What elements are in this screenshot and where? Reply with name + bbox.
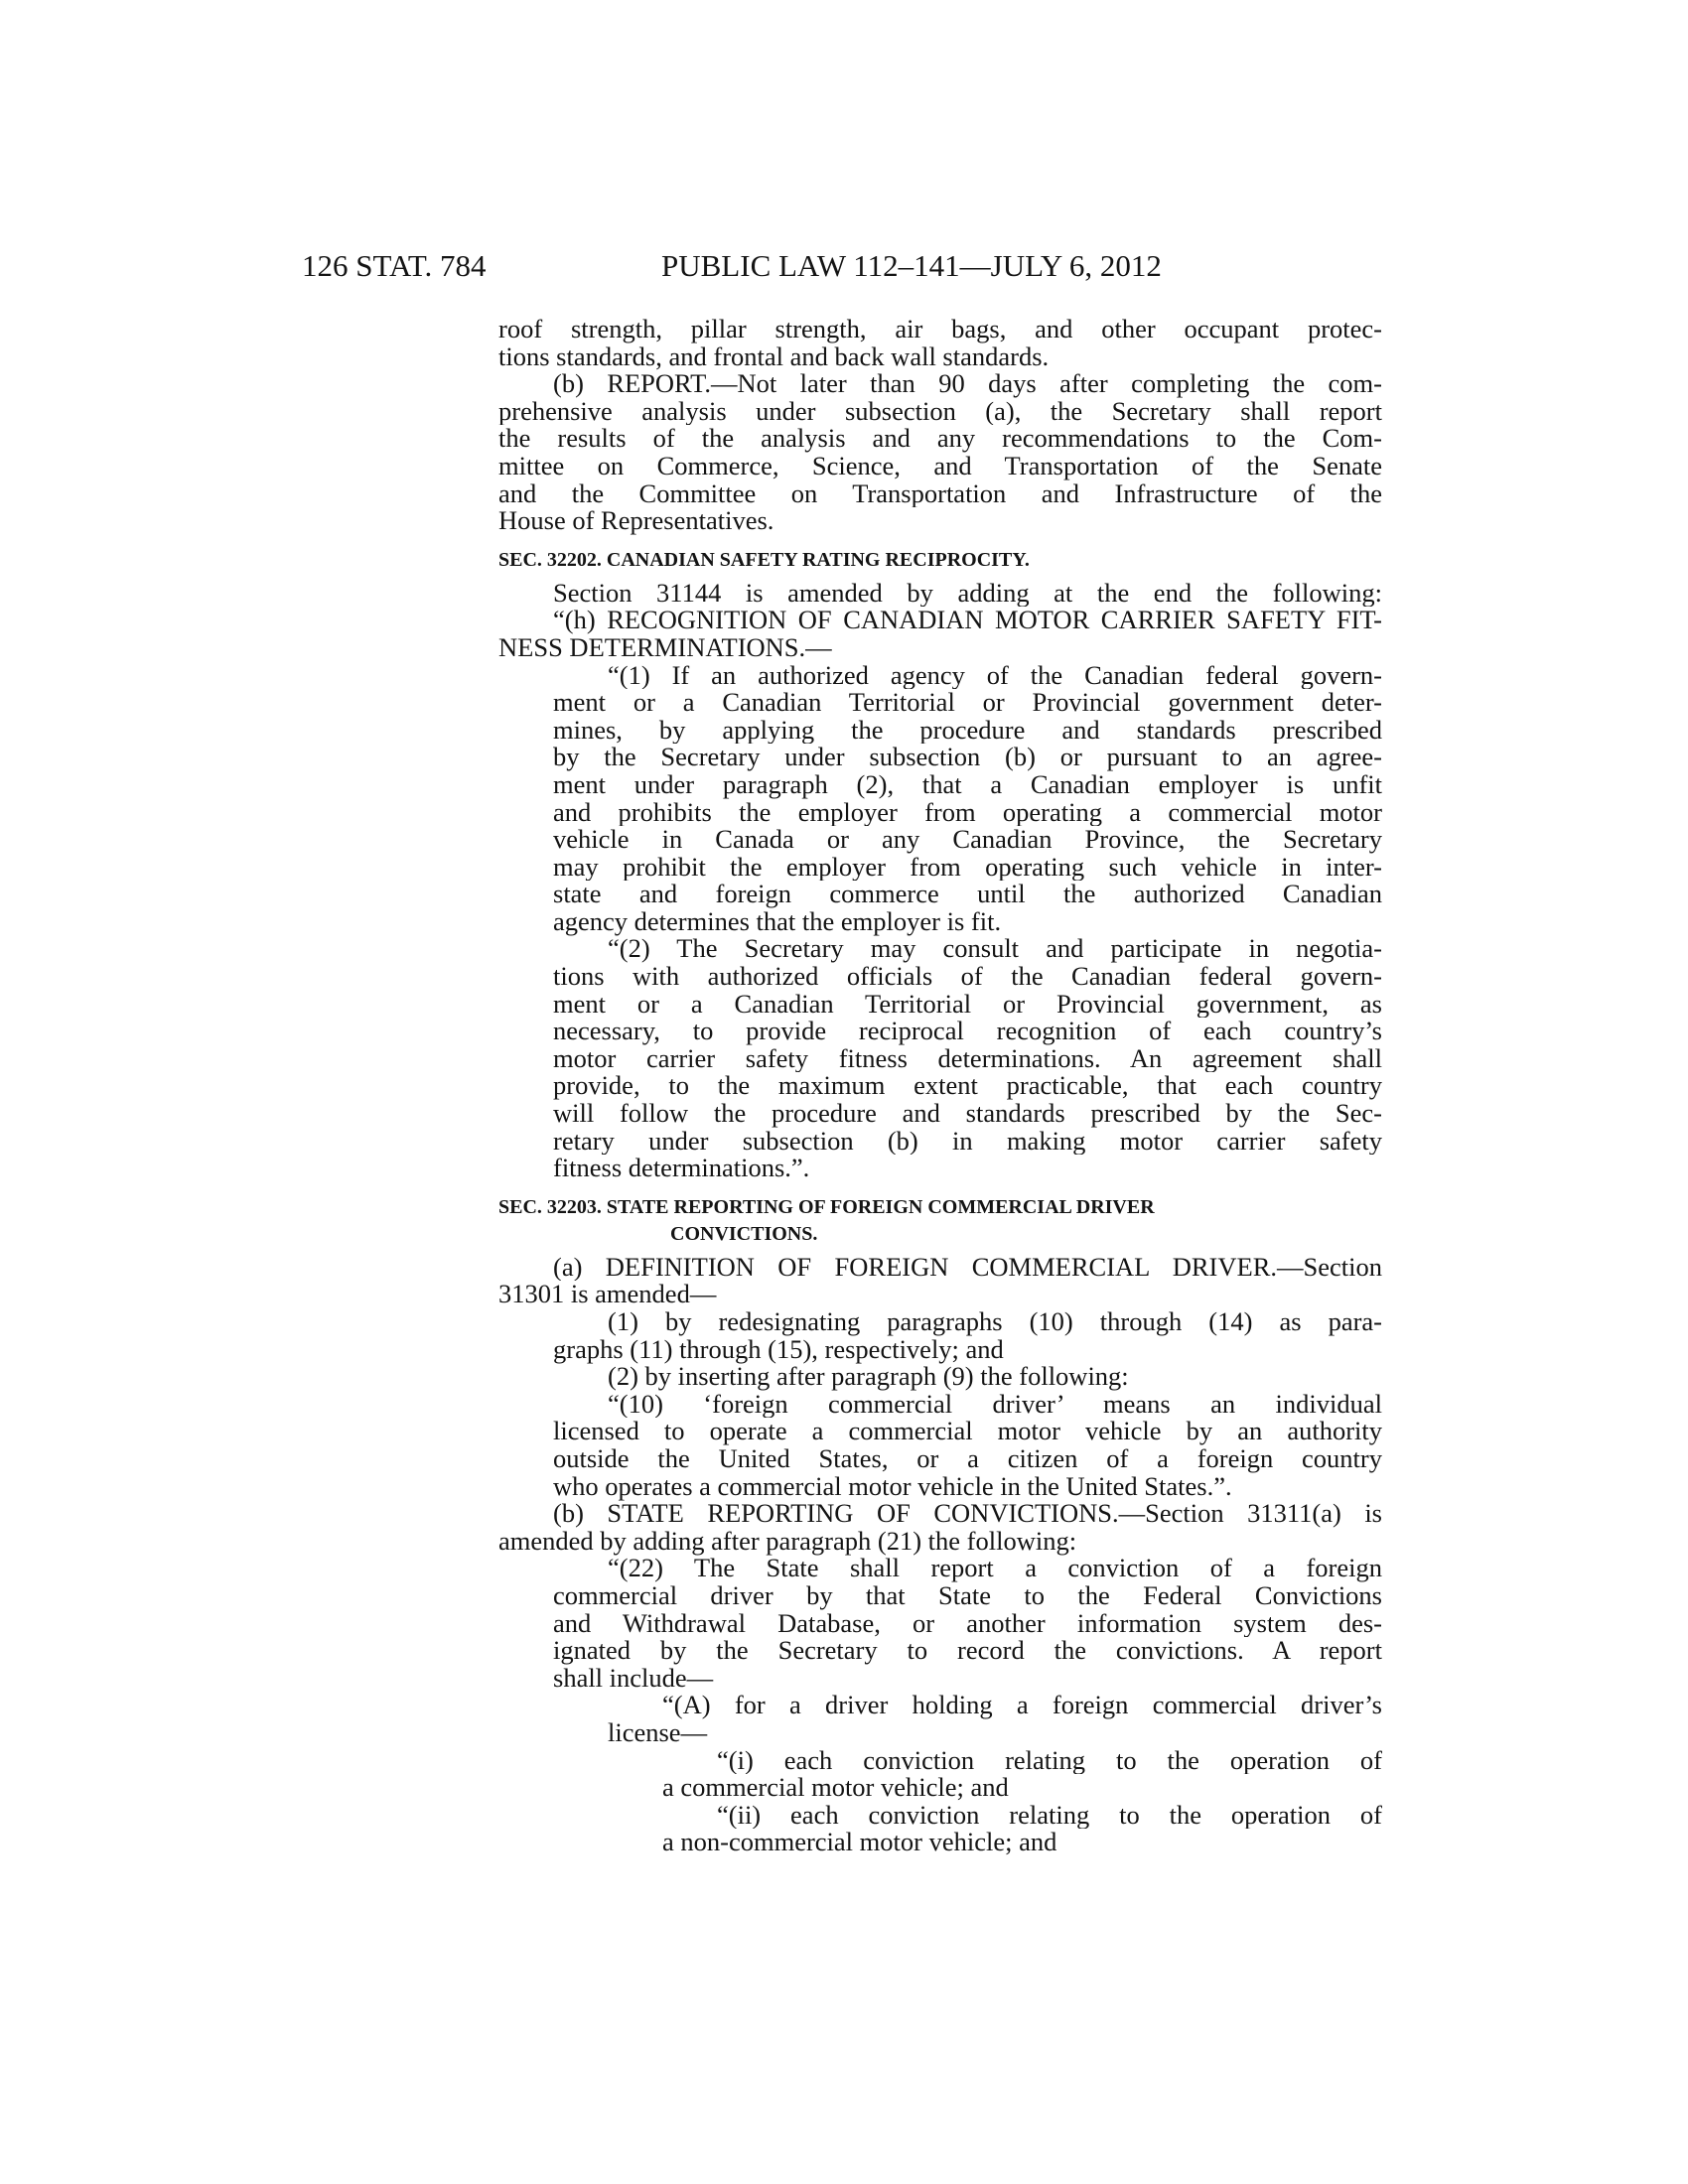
subsection-a-heading: (a) DEFINITION OF FOREIGN COMMERCIAL DRIVER.—Section	[553, 1253, 1382, 1282]
text-line: roof strength, pillar strength, air bags, and other occupant protec-	[498, 316, 1382, 343]
law-title: PUBLIC LAW 112–141—JULY 6, 2012	[661, 248, 1162, 283]
text-line: 31301 is amended—	[498, 1279, 717, 1309]
clause-ii: “(ii) each conviction relating to the operation of	[717, 1801, 1382, 1830]
text-line: retary under subsection (b) in making motor carrier safety	[553, 1127, 1382, 1156]
text-line: amended by adding after paragraph (21) the following:	[498, 1525, 1077, 1556]
page-folio: 126 STAT. 784	[302, 248, 487, 283]
text-line: and prohibits the employer from operating a commercial motor	[553, 798, 1382, 827]
text-line: fitness determinations.”.	[553, 1153, 810, 1183]
paragraph-22: “(22) The State shall report a conviction of a foreign	[608, 1555, 1382, 1582]
body-text	[498, 316, 1382, 1856]
text-line: House of Representatives.	[498, 505, 774, 536]
text-line: prehensive analysis under subsection (a), the Secretary shall report	[498, 397, 1382, 426]
text-line: ment under paragraph (2), that a Canadian employer is unfit	[553, 770, 1382, 799]
text-line: tions with authorized officials of the Canadian federal govern-	[553, 963, 1382, 991]
subsection-h-heading: “(h) RECOGNITION OF CANADIAN MOTOR CARRIER SAFETY FIT-	[553, 607, 1382, 634]
text-line: license—	[608, 1716, 708, 1747]
text-line: may prohibit the employer from operating such vehicle in inter-	[553, 853, 1382, 882]
subsection-b-heading: (b) STATE REPORTING OF CONVICTIONS.—Section 31311(a) is	[553, 1500, 1382, 1528]
paragraph-10: “(10) ‘foreign commercial driver’ means an individual	[608, 1390, 1382, 1419]
text-line: outside the United States, or a citizen of a foreign country	[553, 1444, 1382, 1473]
text-line: and Withdrawal Database, or another information system des-	[553, 1609, 1382, 1638]
text-line: ignated by the Secretary to record the convictions. A report	[553, 1637, 1382, 1665]
text-line: state and foreign commerce until the authorized Canadian	[553, 881, 1382, 908]
text-line: a commercial motor vehicle; and	[662, 1772, 1009, 1803]
paragraph-2: (2) by inserting after paragraph (9) the following:	[608, 1361, 1129, 1392]
text-line: tions standards, and frontal and back wall standards.	[498, 341, 1050, 371]
text-line: mittee on Commerce, Science, and Transportation of the Senate	[498, 452, 1382, 480]
running-head	[302, 246, 1384, 286]
text-line: and the Committee on Transportation and Infrastructure of the	[498, 479, 1382, 508]
text-line: provide, to the maximum extent practicable, that each country	[553, 1072, 1382, 1101]
section-heading-32203: SEC. 32203. STATE REPORTING OF FOREIGN COMMERCIAL DRIVER	[498, 1195, 1155, 1218]
text-line: graphs (11) through (15), respectively; and	[553, 1333, 1004, 1364]
text-line: motor carrier safety fitness determinations. An agreement shall	[553, 1044, 1382, 1073]
text-line: mines, by applying the procedure and standards prescribed	[553, 716, 1382, 745]
subsection-b-report: (b) REPORT.—Not later than 90 days after completing the com-	[553, 370, 1382, 398]
text-line: the results of the analysis and any recommendations to the Com-	[498, 425, 1382, 453]
text-line: a non-commercial motor vehicle; and	[662, 1827, 1057, 1857]
text-line: agency determines that the employer is fit.	[553, 905, 1002, 936]
subparagraph-a: “(A) for a driver holding a foreign commercial driver’s	[662, 1692, 1382, 1719]
text-line: who operates a commercial motor vehicle in the United States.”.	[553, 1470, 1232, 1501]
section-heading-32202: SEC. 32202. CANADIAN SAFETY RATING RECIPROCITY.	[498, 548, 1030, 571]
text-line: ment or a Canadian Territorial or Provincial government deter-	[553, 689, 1382, 717]
paragraph-1: “(1) If an authorized agency of the Canadian federal govern-	[608, 661, 1382, 690]
clause-i: “(i) each conviction relating to the operation of	[717, 1746, 1382, 1775]
text-line: ment or a Canadian Territorial or Provincial government, as	[553, 990, 1382, 1019]
paragraph-1: (1) by redesignating paragraphs (10) through (14) as para-	[608, 1308, 1382, 1336]
section-heading-32203-cont: CONVICTIONS.	[670, 1222, 818, 1245]
text-line: licensed to operate a commercial motor vehicle by an authority	[553, 1418, 1382, 1445]
text-line: by the Secretary under subsection (b) or pursuant to an agree-	[553, 744, 1382, 771]
text-line: shall include—	[553, 1662, 714, 1693]
text-line: necessary, to provide reciprocal recognition of each country’s	[553, 1018, 1382, 1045]
text-line: NESS DETERMINATIONS.—	[498, 631, 832, 662]
text-line: will follow the procedure and standards prescribed by the Sec-	[553, 1100, 1382, 1128]
text-line: commercial driver by that State to the Federal Convictions	[553, 1581, 1382, 1610]
text-line: Section 31144 is amended by adding at the end the following:	[553, 579, 1382, 608]
text-line: vehicle in Canada or any Canadian Province, the Secretary	[553, 826, 1382, 854]
paragraph-2: “(2) The Secretary may consult and participate in negotia-	[608, 935, 1382, 964]
